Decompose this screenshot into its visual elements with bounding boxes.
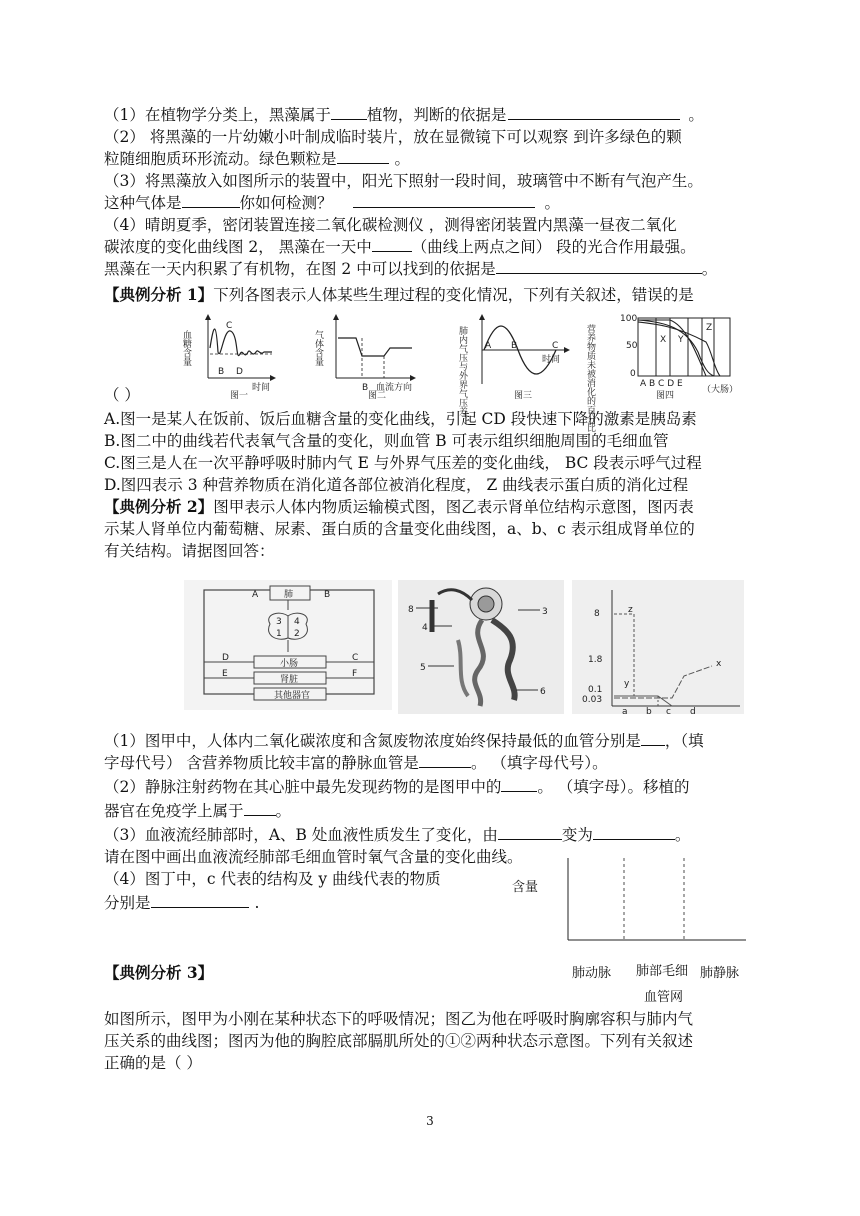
fig1-xlabel: 时间	[252, 383, 271, 393]
figure-c-content-curves	[572, 580, 744, 717]
oxygen-drawing-chart[interactable]	[560, 856, 752, 946]
example2-stem: 【典例分析 2】图甲表示人体内物质运输模式图，图乙表示肾单位结构示意图，图丙表	[104, 497, 694, 516]
answer-blank[interactable]	[498, 824, 562, 840]
figc-label-a: a	[622, 707, 628, 717]
fig3-ylabel: 肺内气压与外界气压差	[457, 326, 467, 416]
q2-line-cont: 粒随细胞质环形流动。绿色颗粒是 。	[104, 150, 411, 168]
fig2-label-b: B	[362, 383, 369, 393]
ex2-q4-line: （4）图丁中，c 代表的结构及 y 曲线代表的物质	[104, 870, 441, 888]
fig4-x-letters: A B C D E	[640, 379, 683, 389]
option-b: B.图二中的曲线若代表氧气含量的变化，则血管 B 可表示组织细胞周围的毛细血管	[104, 432, 669, 450]
figa-label-d: D	[222, 653, 229, 663]
figure-b-nephron	[398, 580, 564, 714]
figa-label-c: C	[352, 653, 359, 663]
figb-n6: 6	[540, 687, 546, 697]
answer-blank[interactable]	[593, 824, 675, 840]
q3-line: （3）将黑藻放入如图所示的装置中，阳光下照射一段时间，玻璃管中不断有气泡产生。	[104, 172, 703, 190]
oxygen-chart-x2a: 肺部毛细	[636, 964, 689, 979]
fig3-label-b: B	[511, 341, 518, 351]
fig2-ylabel: 气体含量	[313, 330, 323, 366]
answer-blank[interactable]	[337, 148, 389, 164]
fig3-xlabel: 时间	[542, 355, 561, 365]
q4-line-cont2: 黑藻在一天内积累了有机物，在图 2 中可以找到的依据是 。	[104, 260, 718, 278]
ex2-q1-line: （1）图甲中，人体内二氧化碳浓度和含氮废物浓度始终保持最低的血管分别是 ，（填	[104, 732, 704, 750]
figure-3-pressure-difference	[457, 314, 570, 416]
figa-label-f: F	[352, 669, 358, 679]
example1-stem: 【典例分析 1】下列各图表示人体某些生理过程的变化情况，下列有关叙述，错误的是	[104, 285, 694, 304]
fig4-x-end: （大肠）	[702, 385, 739, 395]
answer-blank[interactable]	[182, 192, 240, 208]
answer-blank[interactable]	[151, 892, 249, 908]
fig3-label-c: C	[552, 341, 559, 351]
answer-blank[interactable]	[641, 730, 665, 746]
fig1-label-d: D	[236, 367, 243, 377]
answer-blank[interactable]	[501, 776, 537, 792]
q4-line-cont: 碳浓度的变化曲线图 2， 黑藻在一天中 （曲线上两点之间） 段的光合作用最强。	[104, 238, 696, 256]
figure-a-circulation	[184, 580, 392, 710]
oxygen-chart-x1: 肺动脉	[572, 966, 612, 981]
oxygen-chart-ylabel: 含量	[512, 880, 539, 895]
fig1-label-c: C	[226, 321, 233, 331]
figb-n3: 3	[542, 607, 548, 617]
ex2-q3-line: （3）血液流经肺部时，A、B 处血液性质发生了变化，由 变为 。	[104, 826, 691, 844]
figa-n2: 2	[294, 629, 300, 639]
figa-label-b: B	[324, 590, 331, 600]
fig1-ylabel: 血糖含量	[181, 330, 191, 366]
fig2-xlabel: 血流方向	[376, 383, 413, 393]
figa-intestine: 小肠	[280, 659, 299, 669]
fig4-tick-50: 50	[626, 341, 638, 351]
figc-label-y: y	[624, 679, 630, 689]
fig4-caption: 图四	[656, 391, 675, 401]
fig4-label-y: Y	[678, 335, 684, 345]
figc-tick-1-8: 1.8	[588, 655, 603, 665]
fig1-caption: 图一	[230, 391, 249, 401]
option-a: A.图一是某人在饭前、饭后血糖含量的变化曲线，引起 CD 段快速下降的激素是胰岛素	[104, 410, 697, 428]
fig4-ylabel: 营养物质未被消化的百分比	[585, 324, 595, 432]
option-d: D.图四表示 3 种营养物质在消化道各部位被消化程度， Z 曲线表示蛋白质的消化过程	[104, 476, 689, 494]
example1-answer-paren: （ ）	[104, 386, 140, 404]
fig4-label-x: X	[660, 335, 667, 345]
fig4-tick-0: 0	[630, 369, 636, 379]
option-c: C.图三是人在一次平静呼吸时肺内气 E 与外界气压差的变化曲线， BC 段表示呼气过程	[104, 454, 702, 472]
answer-blank[interactable]	[508, 104, 680, 120]
answer-blank[interactable]	[419, 752, 471, 768]
answer-blank[interactable]	[353, 192, 535, 208]
figure-1-blood-glucose	[181, 314, 276, 401]
oxygen-chart-x2b: 血管网	[644, 990, 684, 1005]
fig3-label-a: A	[485, 341, 492, 351]
figc-label-z: z	[628, 605, 633, 615]
fig4-tick-100: 100	[620, 314, 638, 324]
example2-stem-cont: 示某人肾单位内葡萄糖、尿素、蛋白质的含量变化曲线图，a、b、c 表示组成肾单位的	[104, 520, 695, 538]
figc-label-d: d	[690, 707, 696, 717]
figc-label-c: c	[666, 707, 671, 717]
figa-n3: 3	[276, 617, 282, 627]
fig4-label-z: Z	[706, 323, 713, 333]
ex2-q2-line: （2）静脉注射药物在其心脏中最先发现药物的是图甲中的 。 （填字母）。移植的	[104, 778, 690, 796]
ex2-q4-line-cont: 分别是 .	[104, 894, 260, 912]
figa-lung: 肺	[284, 590, 294, 600]
figc-label-b: b	[646, 707, 652, 717]
figa-other-organs: 其他器官	[274, 691, 311, 701]
fig2-caption: 图二	[368, 391, 387, 401]
figb-n8: 8	[408, 605, 414, 615]
answer-blank[interactable]	[331, 104, 367, 120]
ex2-q3-line-cont: 请在图中画出血液流经肺部毛细血管时氧气含量的变化曲线。	[104, 848, 523, 866]
figb-n4: 4	[422, 623, 428, 633]
figc-tick-0-1: 0.1	[588, 685, 603, 695]
figure-2-gas-content	[313, 314, 416, 401]
figb-n5: 5	[420, 663, 426, 673]
figc-tick-0-03: 0.03	[582, 695, 603, 705]
figa-label-a: A	[252, 590, 259, 600]
q1-line: （1）在植物学分类上，黑藻属于 植物，判断的依据是 。	[104, 106, 704, 124]
example3-line1: 如图所示，图甲为小刚在某种状态下的呼吸情况；图乙为他在呼吸时胸廓容积与肺内气	[104, 1010, 694, 1028]
example3-line2: 压关系的曲线图；图丙为他的胸腔底部膈肌所处的①②两种状态示意图。下列有关叙述	[104, 1032, 694, 1050]
answer-blank[interactable]	[496, 258, 702, 274]
fig3-caption: 图三	[514, 391, 533, 401]
figa-n4: 4	[294, 617, 300, 627]
page-number: 3	[426, 1114, 434, 1128]
figc-tick-8: 8	[594, 609, 600, 619]
example2-stem-cont2: 有关结构。请据图回答：	[104, 542, 275, 560]
example3-title: 【典例分析 3】	[104, 963, 214, 982]
ex2-q2-line-cont: 器官在免疫学上属于 。	[104, 802, 292, 820]
answer-blank[interactable]	[372, 236, 412, 252]
fig1-label-b: B	[218, 367, 225, 377]
answer-blank[interactable]	[244, 800, 276, 816]
q2-line: （2） 将黑藻的一片幼嫩小叶制成临时装片，放在显微镜下可以观察 到许多绿色的颗	[104, 128, 682, 146]
ex2-q1-line-cont: 字母代号） 含营养物质比较丰富的静脉血管是 。 （填字母代号）。	[104, 754, 608, 772]
oxygen-chart-x3: 肺静脉	[700, 966, 740, 981]
figc-label-x: x	[716, 659, 722, 669]
figa-kidney: 肾脏	[280, 675, 299, 685]
figa-label-e: E	[222, 669, 228, 679]
example3-line3: 正确的是（ ）	[104, 1054, 202, 1072]
q3-line-cont: 这种气体是 你如何检测？ 。	[104, 194, 561, 212]
figa-n1: 1	[276, 629, 282, 639]
q4-line: （4）晴朗夏季，密闭装置连接二氧化碳检测仪 ，测得密闭装置内黑藻一昼夜二氧化	[104, 216, 677, 234]
